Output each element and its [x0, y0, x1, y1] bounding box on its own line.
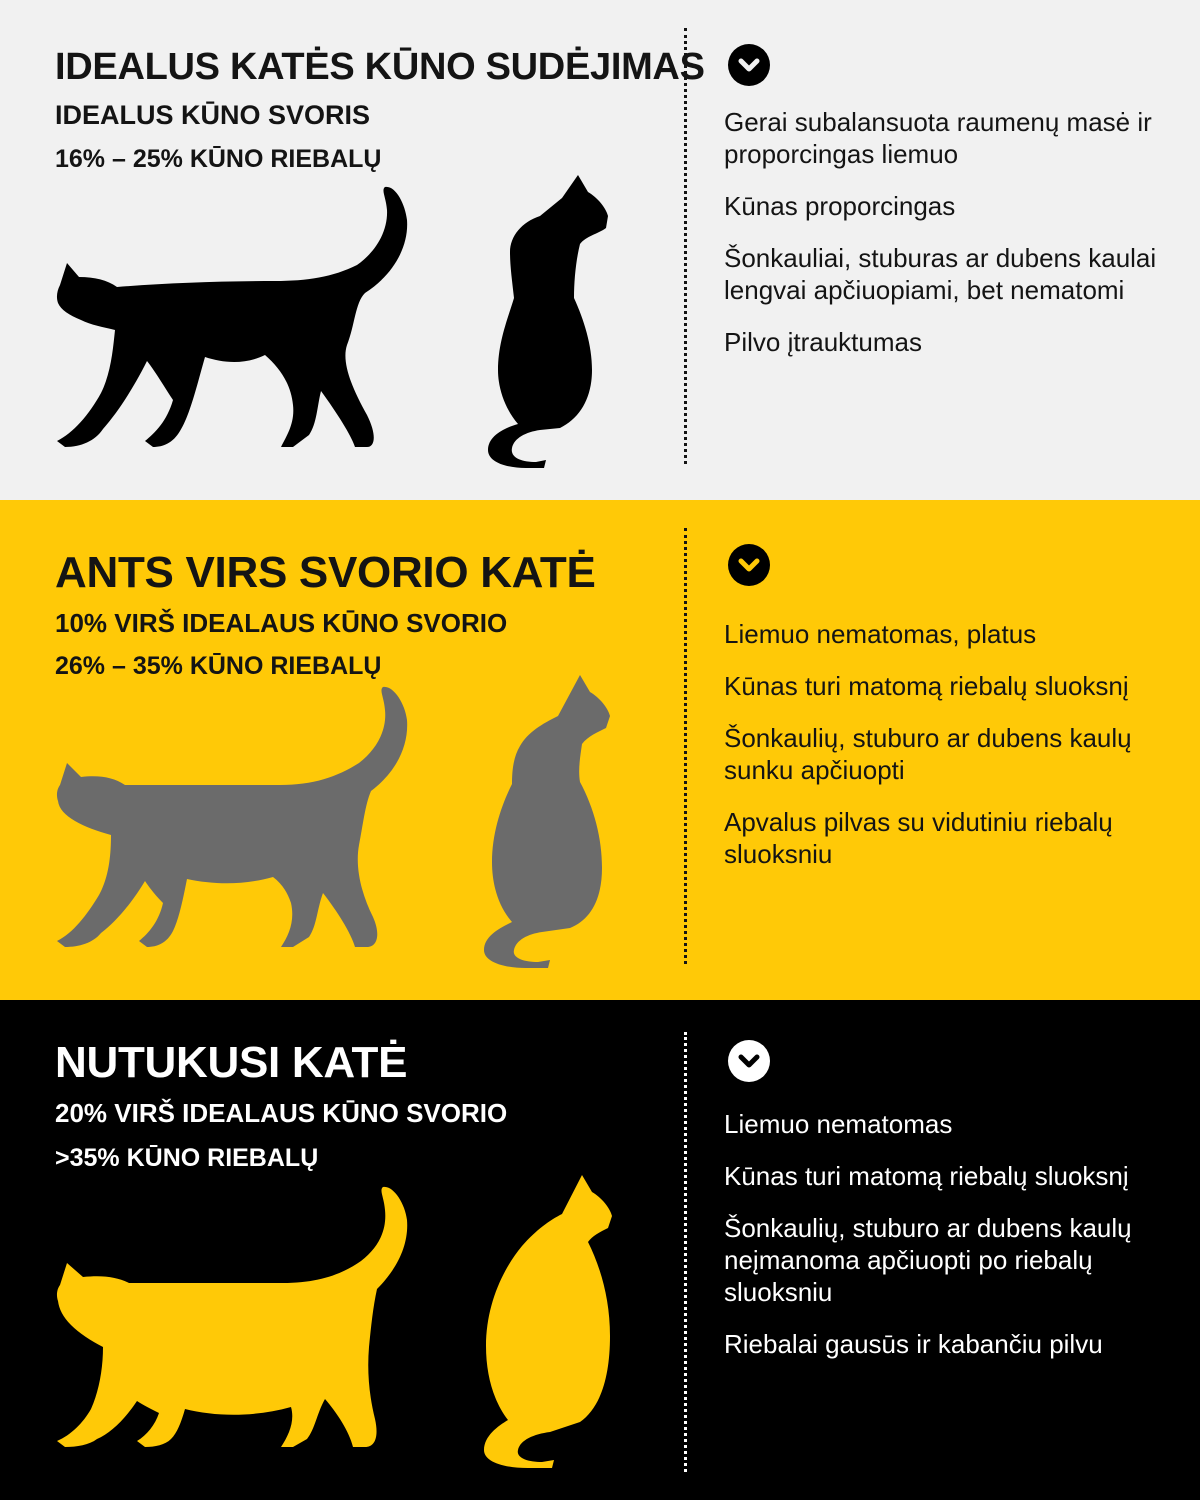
section-obese — [0, 1000, 1200, 1500]
list-item: Kūnas proporcingas — [724, 191, 956, 221]
section-overweight-right — [724, 500, 1174, 1000]
section-ideal-right — [724, 0, 1174, 500]
traits-list — [724, 618, 1174, 890]
list-item: Kūnas turi matomą riebalų sluoksnį — [724, 1161, 1129, 1191]
list-item: Riebalai gausūs ir kabančiu pilvu — [724, 1329, 1103, 1359]
list-item: Kūnas turi matomą riebalų sluoksnį — [724, 671, 1129, 701]
list-item: Liemuo nematomas — [724, 1109, 953, 1139]
list-item: Pilvo įtrauktumas — [724, 327, 922, 357]
list-item: Šonkauliai, stuburas ar dubens kaulai lengvai apčiuopiami, bet nematomi — [724, 243, 1157, 305]
list-item: Šonkaulių, stuburo ar dubens kaulų sunku apčiuopti — [724, 723, 1132, 785]
sitting-cat-icon — [470, 170, 630, 470]
section-ideal — [0, 0, 1200, 500]
chevron-down-icon — [728, 1040, 770, 1082]
section-ideal-left — [55, 0, 705, 500]
section-subtitle-fat: >35% KŪNO RIEBALŲ — [55, 1144, 319, 1172]
section-subtitle-fat: 26% – 35% KŪNO RIEBALŲ — [55, 652, 382, 680]
section-subtitle-weight: 10% VIRŠ IDEALAUS KŪNO SVORIO — [55, 608, 508, 638]
section-overweight — [0, 500, 1200, 1000]
chevron-down-icon — [728, 44, 770, 86]
section-title: IDEALUS KATĖS KŪNO SUDĖJIMAS — [55, 46, 705, 88]
list-item: Apvalus pilvas su vidutiniu riebalų sluoksniu — [724, 807, 1113, 869]
traits-list — [724, 106, 1174, 378]
walking-cat-icon — [55, 685, 415, 975]
traits-list — [724, 1108, 1174, 1380]
section-subtitle-fat: 16% – 25% KŪNO RIEBALŲ — [55, 145, 382, 173]
section-obese-left — [55, 1000, 675, 1500]
list-item: Gerai subalansuota raumenų masė ir proporcingas liemuo — [724, 107, 1152, 169]
chevron-down-icon — [728, 544, 770, 586]
list-item: Liemuo nematomas, platus — [724, 619, 1037, 649]
walking-cat-icon — [55, 185, 415, 475]
section-title: NUTUKUSI KATĖ — [55, 1038, 408, 1087]
section-obese-right — [724, 1000, 1174, 1500]
walking-cat-icon — [55, 1185, 415, 1475]
section-divider — [684, 28, 687, 464]
sitting-cat-icon — [470, 1170, 630, 1470]
section-overweight-left — [55, 500, 675, 1000]
section-title: ANTS VIRS SVORIO KATĖ — [55, 548, 596, 597]
section-divider — [684, 528, 687, 964]
section-subtitle-weight: IDEALUS KŪNO SVORIS — [55, 100, 371, 130]
section-subtitle-weight: 20% VIRŠ IDEALAUS KŪNO SVORIO — [55, 1098, 508, 1128]
list-item: Šonkaulių, stuburo ar dubens kaulų neįmanoma apčiuopti po riebalų sluoksniu — [724, 1213, 1132, 1307]
section-divider — [684, 1032, 687, 1472]
sitting-cat-icon — [470, 670, 630, 970]
